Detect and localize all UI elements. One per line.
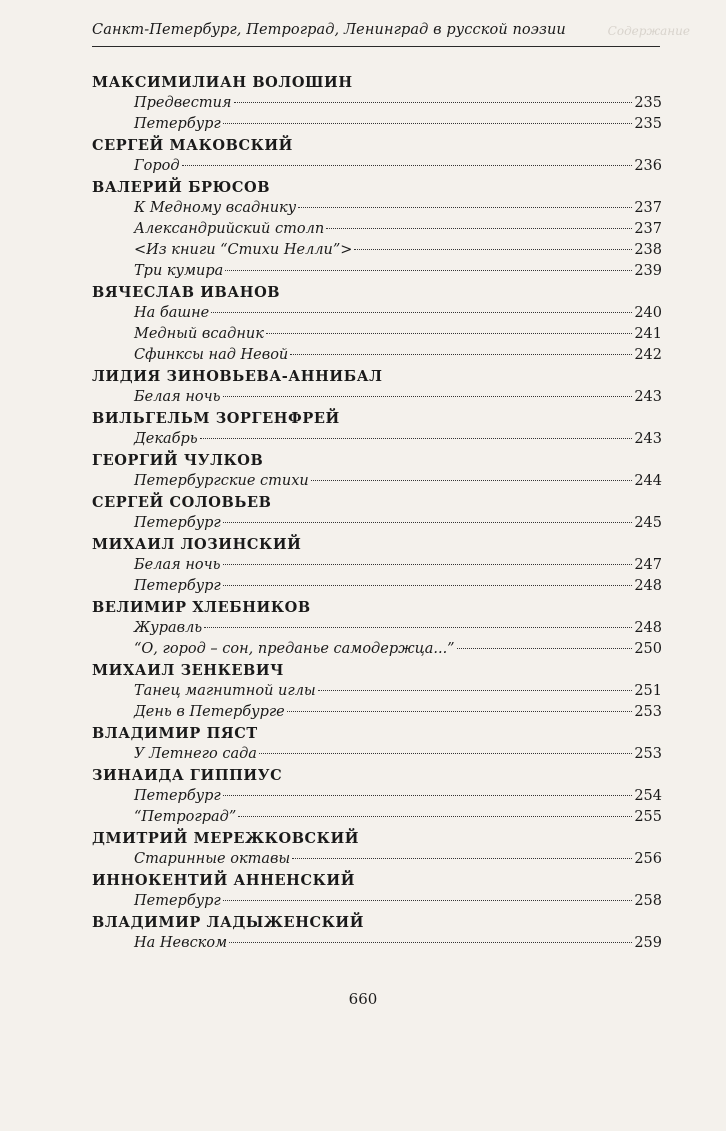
toc-entry — [92, 429, 662, 450]
author-heading: ЗИНАИДА ГИППИУС — [92, 767, 283, 784]
entry-page-number: 239 — [634, 263, 662, 279]
toc-entry — [92, 576, 662, 597]
dot-leader — [238, 816, 632, 817]
entry-page-number: 253 — [634, 746, 662, 762]
author-heading: ВЛАДИМИР ЛАДЫЖЕНСКИЙ — [92, 914, 365, 931]
toc-entry — [92, 702, 662, 723]
dot-leader — [211, 312, 632, 313]
entry-page-number: 235 — [634, 116, 662, 132]
entry-title: Старинные октавы — [134, 851, 291, 867]
dot-leader — [457, 648, 633, 649]
page-number: 660 — [348, 990, 378, 1008]
entry-title: Предвестия — [134, 95, 232, 111]
author-heading: СЕРГЕЙ МАКОВСКИЙ — [92, 137, 293, 154]
toc-entry — [92, 114, 662, 135]
dot-leader — [200, 438, 633, 439]
entry-title: <Из книги “Стихи Нелли”> — [134, 242, 353, 258]
toc-entry — [92, 849, 662, 870]
author-heading: МАКСИМИЛИАН ВОЛОШИН — [92, 74, 353, 91]
entry-title: Петербург — [134, 893, 221, 909]
dot-leader — [290, 354, 632, 355]
author-heading: ВЕЛИМИР ХЛЕБНИКОВ — [92, 599, 311, 616]
entry-title: Танец магнитной иглы — [134, 683, 316, 699]
toc-entry — [92, 198, 662, 219]
entry-title: Журавль — [134, 620, 203, 636]
toc-entry — [92, 240, 662, 261]
entry-title: “О, город – сон, преданье самодержца...” — [134, 641, 455, 657]
author-heading: ЛИДИЯ ЗИНОВЬЕВА-АННИБАЛ — [92, 368, 383, 385]
entry-page-number: 235 — [634, 95, 662, 111]
toc-entry — [92, 387, 662, 408]
author-heading: ИННОКЕНТИЙ АННЕНСКИЙ — [92, 872, 356, 889]
entry-title: Петербург — [134, 515, 221, 531]
table-of-contents — [92, 72, 662, 954]
toc-entry — [92, 555, 662, 576]
toc-entry — [92, 261, 662, 282]
dot-leader — [225, 270, 632, 271]
entry-title: На Невском — [134, 935, 228, 951]
dot-leader — [223, 522, 633, 523]
author-heading: МИХАИЛ ЛОЗИНСКИЙ — [92, 536, 302, 553]
entry-page-number: 245 — [634, 515, 662, 531]
toc-entry — [92, 618, 662, 639]
entry-title: Александрийский столп — [134, 221, 325, 237]
entry-page-number: 255 — [634, 809, 662, 825]
entry-page-number: 236 — [634, 158, 662, 174]
dot-leader — [311, 480, 633, 481]
author-heading: МИХАИЛ ЗЕНКЕВИЧ — [92, 662, 285, 679]
entry-page-number: 243 — [634, 431, 662, 447]
entry-page-number: 247 — [634, 557, 662, 573]
toc-entry — [92, 303, 662, 324]
entry-title: День в Петербурге — [134, 704, 285, 720]
dot-leader — [229, 942, 632, 943]
entry-page-number: 240 — [634, 305, 662, 321]
dot-leader — [223, 585, 633, 586]
entry-title: Город — [134, 158, 180, 174]
dot-leader — [354, 249, 632, 250]
entry-page-number: 254 — [634, 788, 662, 804]
author-heading: СЕРГЕЙ СОЛОВЬЕВ — [92, 494, 272, 511]
entry-title: Петербург — [134, 116, 221, 132]
entry-page-number: 237 — [634, 200, 662, 216]
entry-title: Петербургские стихи — [134, 473, 309, 489]
author-heading: ВЯЧЕСЛАВ ИВАНОВ — [92, 284, 281, 301]
entry-page-number: 259 — [634, 935, 662, 951]
entry-page-number: 238 — [634, 242, 662, 258]
dot-leader — [298, 207, 632, 208]
entry-title: Белая ночь — [134, 557, 221, 573]
entry-page-number: 248 — [634, 578, 662, 594]
dot-leader — [223, 396, 633, 397]
entry-title: Петербург — [134, 788, 221, 804]
dot-leader — [223, 564, 633, 565]
entry-title: Петербург — [134, 578, 221, 594]
entry-page-number: 256 — [634, 851, 662, 867]
entry-page-number: 248 — [634, 620, 662, 636]
entry-title: Медный всадник — [134, 326, 264, 342]
entry-page-number: 244 — [634, 473, 662, 489]
entry-page-number: 250 — [634, 641, 662, 657]
toc-entry — [92, 891, 662, 912]
entry-title: Декабрь — [134, 431, 198, 447]
dot-leader — [204, 627, 632, 628]
toc-entry — [92, 345, 662, 366]
toc-entry — [92, 786, 662, 807]
entry-page-number: 251 — [634, 683, 662, 699]
entry-page-number: 237 — [634, 221, 662, 237]
dot-leader — [223, 123, 633, 124]
entry-page-number: 242 — [634, 347, 662, 363]
dot-leader — [234, 102, 633, 103]
bleed-through-text: Содержание — [607, 24, 690, 38]
toc-entry — [92, 744, 662, 765]
entry-page-number: 253 — [634, 704, 662, 720]
author-heading: ГЕОРГИЙ ЧУЛКОВ — [92, 452, 264, 469]
author-heading: ВЛАДИМИР ПЯСТ — [92, 725, 258, 742]
toc-entry — [92, 639, 662, 660]
entry-title: Сфинксы над Невой — [134, 347, 289, 363]
entry-page-number: 243 — [634, 389, 662, 405]
toc-entry — [92, 324, 662, 345]
running-header — [92, 16, 690, 47]
dot-leader — [223, 900, 633, 901]
toc-entry — [92, 513, 662, 534]
toc-entry — [92, 681, 662, 702]
entry-title: На башне — [134, 305, 210, 321]
dot-leader — [182, 165, 633, 166]
author-heading: ДМИТРИЙ МЕРЕЖКОВСКИЙ — [92, 830, 360, 847]
dot-leader — [266, 333, 632, 334]
entry-page-number: 258 — [634, 893, 662, 909]
dot-leader — [259, 753, 632, 754]
toc-entry — [92, 807, 662, 828]
entry-title: Белая ночь — [134, 389, 221, 405]
toc-entry — [92, 93, 662, 114]
entry-page-number: 241 — [634, 326, 662, 342]
author-heading: ВАЛЕРИЙ БРЮСОВ — [92, 179, 271, 196]
toc-entry — [92, 471, 662, 492]
entry-title: К Медному всаднику — [134, 200, 297, 216]
toc-entry — [92, 933, 662, 954]
dot-leader — [326, 228, 632, 229]
dot-leader — [318, 690, 633, 691]
entry-title: Три кумира — [134, 263, 224, 279]
author-heading: ВИЛЬГЕЛЬМ ЗОРГЕНФРЕЙ — [92, 410, 340, 427]
running-header-title: Санкт-Петербург, Петроград, Ленинград в русской поэзии — [92, 22, 566, 38]
dot-leader — [287, 711, 633, 712]
dot-leader — [223, 795, 633, 796]
toc-entry — [92, 219, 662, 240]
dot-leader — [292, 858, 632, 859]
entry-title: “Петроград” — [134, 809, 237, 825]
toc-entry — [92, 156, 662, 177]
entry-title: У Летнего сада — [134, 746, 257, 762]
